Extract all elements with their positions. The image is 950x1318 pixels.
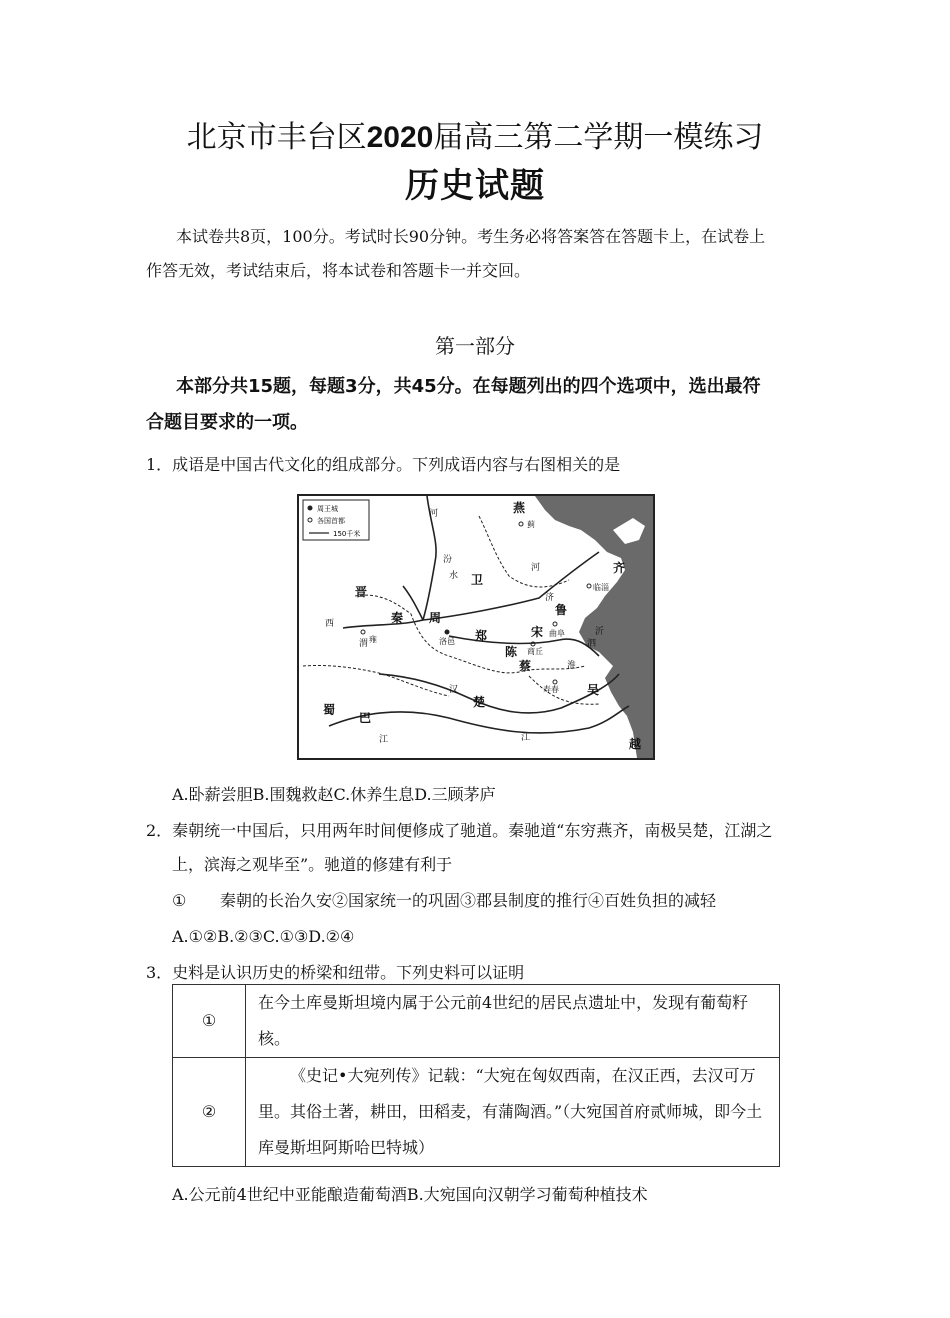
fen-river	[403, 586, 423, 620]
exam-title	[0, 112, 950, 156]
map-svg	[299, 496, 653, 758]
state-qin: 秦	[391, 611, 404, 625]
title-suffix: 届高三第二学期一模练习	[433, 120, 764, 155]
state-chen: 陈	[505, 645, 518, 659]
row-index: ②	[173, 1058, 246, 1167]
part-title: 第一部分	[435, 334, 515, 358]
part-instruction-2: 合题目要求的一项。	[146, 412, 308, 433]
state-lu: 鲁	[555, 603, 568, 617]
row-text: 《史记•大宛列传》记载：“大宛在匈奴西南，在汉正西，去汉可万里。其俗土著，耕田，田稻麦，有蒲陶酒。”（大宛国首府贰师城，即今土库曼斯坦阿斯哈巴特城）	[246, 1058, 780, 1167]
state-song: 宋	[531, 625, 544, 639]
han-river	[379, 674, 619, 713]
city-qufu: 曲阜	[549, 629, 565, 638]
table-row	[173, 985, 780, 1058]
question-2-stem-2: 上，滨海之观毕至”。驰道的修建有利于	[172, 855, 453, 874]
yangtze-river	[329, 706, 629, 733]
state-zhou: 周	[429, 611, 442, 625]
question-1-options: A.卧薪尝胆B.围魏救赵C.休养生息D.三顾茅庐	[172, 785, 496, 804]
state-wei: 卫	[471, 573, 484, 587]
state-ba: 巴	[359, 711, 372, 725]
river-ji: 济	[545, 593, 555, 603]
river-labels	[359, 508, 604, 745]
legend-scale-label: 150千米	[333, 530, 361, 538]
source-table	[172, 984, 780, 1167]
river-si: 泗	[587, 639, 597, 649]
intro-line-1: 本试卷共8页，100分。考试时长90分钟。考生务必将答案答在答题卡上，在试卷上	[176, 227, 766, 246]
row-index: ①	[173, 985, 246, 1058]
question-2-item-mark: ①	[172, 891, 187, 910]
river-yi: 沂	[595, 627, 605, 637]
legend-capital-label: 周王城	[317, 505, 338, 513]
river-fen: 汾	[443, 555, 453, 565]
exam-subtitle: 历史试题	[405, 166, 545, 206]
river-fen-shui: 水	[449, 571, 459, 581]
question-2-options: A.①②B.②③C.①③D.②④	[172, 927, 355, 946]
table-row	[173, 1058, 780, 1167]
wei-river	[343, 620, 423, 628]
city-luoyi: 洛邑	[439, 637, 455, 646]
state-jin: 晋	[355, 585, 368, 599]
city-yong: 雍	[369, 635, 377, 644]
part-instruction-1: 本部分共15题，每题3分，共45分。在每题列出的四个选项中，选出最符	[176, 376, 761, 397]
city-ji: 蓟	[527, 520, 535, 529]
title-prefix: 北京市丰台区	[186, 120, 367, 155]
state-wu: 吴	[587, 683, 600, 697]
state-yue: 越	[629, 737, 642, 751]
state-yan: 燕	[513, 501, 526, 515]
river-he-east: 河	[531, 563, 541, 573]
state-qi: 齐	[613, 561, 626, 575]
question-2-items: 秦朝的长治久安②国家统一的巩固③郡县制度的推行④百姓负担的减轻	[220, 891, 717, 910]
river-huai: 淮	[567, 661, 577, 671]
intro-line-2: 作答无效，考试结束后，将本试卷和答题卡一并交回。	[146, 261, 531, 280]
question-3-stem: 3．史料是认识历史的桥梁和纽带。下列史料可以证明	[146, 963, 525, 982]
title-year: 2020	[366, 121, 434, 154]
river-he-north: 河	[429, 509, 439, 519]
city-shangqiu: 商丘	[527, 647, 543, 656]
city-linzi: 临淄	[593, 583, 609, 592]
huai-river	[449, 636, 599, 656]
river-jiang-east: 江	[521, 733, 531, 743]
warring-states-map	[297, 494, 655, 760]
state-shu: 蜀	[323, 703, 336, 717]
question-2-stem-1: 2．秦朝统一中国后，只用两年时间便修成了驰道。秦驰道“东穷燕齐，南极吴楚，江湖之	[146, 821, 773, 840]
river-wei: 渭	[359, 639, 369, 649]
state-chu: 楚	[473, 695, 486, 709]
row-text: 在今土库曼斯坦境内属于公元前4世纪的居民点遗址中，发现有葡萄籽核。	[246, 985, 780, 1058]
legend-state-capital-label: 各国首都	[317, 517, 345, 525]
state-zheng: 郑	[475, 629, 488, 643]
legend-capital-symbol	[308, 506, 313, 511]
river-han: 汉	[449, 685, 459, 695]
question-1-stem: 1．成语是中国古代文化的组成部分。下列成语内容与右图相关的是	[146, 455, 621, 474]
river-jiang-west: 江	[379, 735, 389, 745]
question-3-options: A.公元前4世纪中亚能酿造葡萄酒B.大宛国向汉朝学习葡萄种植技术	[172, 1185, 648, 1204]
label-xi: 西	[325, 619, 335, 629]
city-shouchun: 寿春	[543, 685, 559, 694]
state-cai: 蔡	[519, 659, 532, 673]
